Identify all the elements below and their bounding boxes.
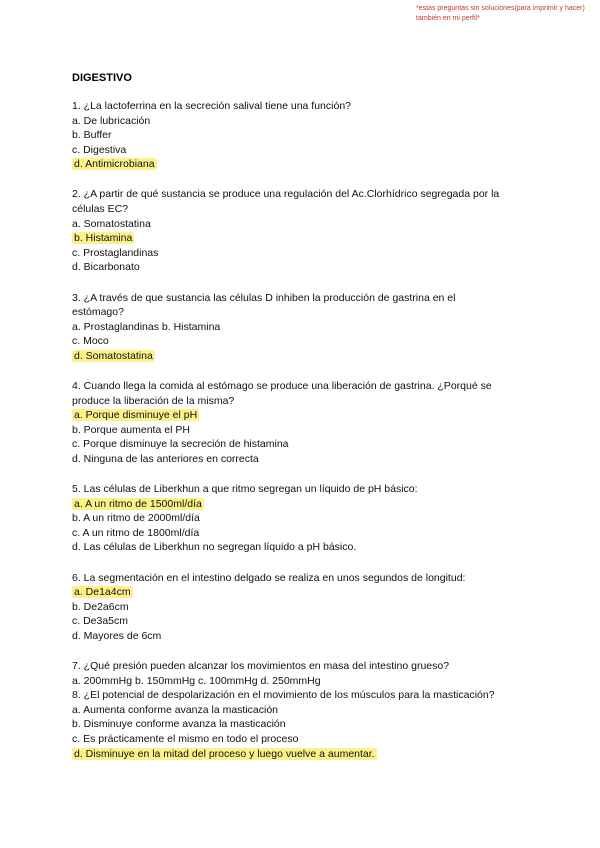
option: d. Bicarbonato	[72, 261, 140, 274]
option: c. Digestiva	[72, 143, 127, 156]
option: b. Porque aumenta el PH	[72, 423, 190, 436]
question-8	[72, 688, 542, 761]
option: c. Es prácticamente el mismo en todo el proceso	[72, 732, 299, 745]
question-text: células EC?	[72, 203, 129, 216]
option: b. Buffer	[72, 129, 112, 142]
question-text: 4. Cuando llega la comida al estómago se produce una liberación de gastrina. ¿Porqué se	[72, 380, 492, 392]
question-list	[72, 99, 542, 777]
option-highlighted: a. A un ritmo de 1500ml/día	[74, 497, 202, 510]
question-3	[72, 291, 542, 364]
question-text: 8. ¿El potencial de despolarización en el movimiento de los músculos para la masticación?	[72, 689, 495, 702]
option: a. Prostaglandinas b. Histamina	[72, 320, 221, 333]
option: a. 200mmHg b. 150mmHg c. 100mmHg d. 250mmHg	[72, 674, 321, 687]
question-text: 7. ¿Qué presión pueden alcanzar los movimientos en masa del intestino grueso?	[72, 660, 450, 672]
option: c. Porque disminuye la secreción de histamina	[72, 438, 289, 451]
question-text: 2. ¿A partir de qué sustancia se produce una regulación del Ac.Clorhídrico segregada por la	[72, 188, 500, 201]
question-6	[72, 571, 542, 644]
question-2	[72, 187, 542, 275]
question-text: 5. Las células de Liberkhun a que ritmo segregan un líquido de pH básico:	[72, 483, 418, 496]
option-highlighted: d. Antimicrobiana	[74, 158, 155, 171]
question-1	[72, 99, 542, 172]
option: c. De3a5cm	[72, 615, 129, 628]
question-text: estómago?	[72, 306, 124, 319]
page-title: DIGESTIVO	[72, 72, 132, 84]
question-4	[72, 379, 542, 467]
question-text: produce la liberación de la misma?	[72, 394, 235, 407]
header-note: *estas preguntas sin soluciones(para imprimir y hacer) también en mi perfil*	[416, 5, 585, 22]
option: c. Moco	[72, 335, 109, 348]
option-highlighted: b. Histamina	[74, 232, 133, 245]
option: d. Ninguna de las anteriores en correcta	[72, 452, 259, 465]
option: d. Mayores de 6cm	[72, 629, 162, 642]
option: d. Las células de Liberkhun no segregan líquido a pH básico.	[72, 541, 357, 554]
option: a. Somatostatina	[72, 217, 151, 230]
option: a. De lubricación	[72, 114, 151, 127]
option: c. Prostaglandinas	[72, 246, 159, 259]
option: a. Aumenta conforme avanza la masticación	[72, 703, 279, 716]
option: c. A un ritmo de 1800ml/día	[72, 526, 200, 539]
option-highlighted: d. Disminuye en la mitad del proceso y luego vuelve a aumentar.	[74, 747, 375, 760]
option-highlighted: d. Somatostatina	[74, 349, 153, 362]
option: b. De2a6cm	[72, 600, 129, 613]
question-7	[72, 659, 542, 688]
option: b. A un ritmo de 2000ml/día	[72, 512, 200, 525]
question-text: 3. ¿A través de que sustancia las células D inhiben la producción de gastrina en el	[72, 291, 456, 304]
option-highlighted: a. Porque disminuye el pH	[74, 409, 198, 422]
option-highlighted: a. De1a4cm	[74, 586, 131, 599]
question-text: 1. ¿La lactoferrina en la secreción salival tiene una función?	[72, 100, 351, 112]
option: b. Disminuye conforme avanza la masticación	[72, 718, 286, 731]
question-5	[72, 482, 542, 555]
question-text: 6. La segmentación en el intestino delgado se realiza en unos segundos de longitud:	[72, 571, 466, 584]
